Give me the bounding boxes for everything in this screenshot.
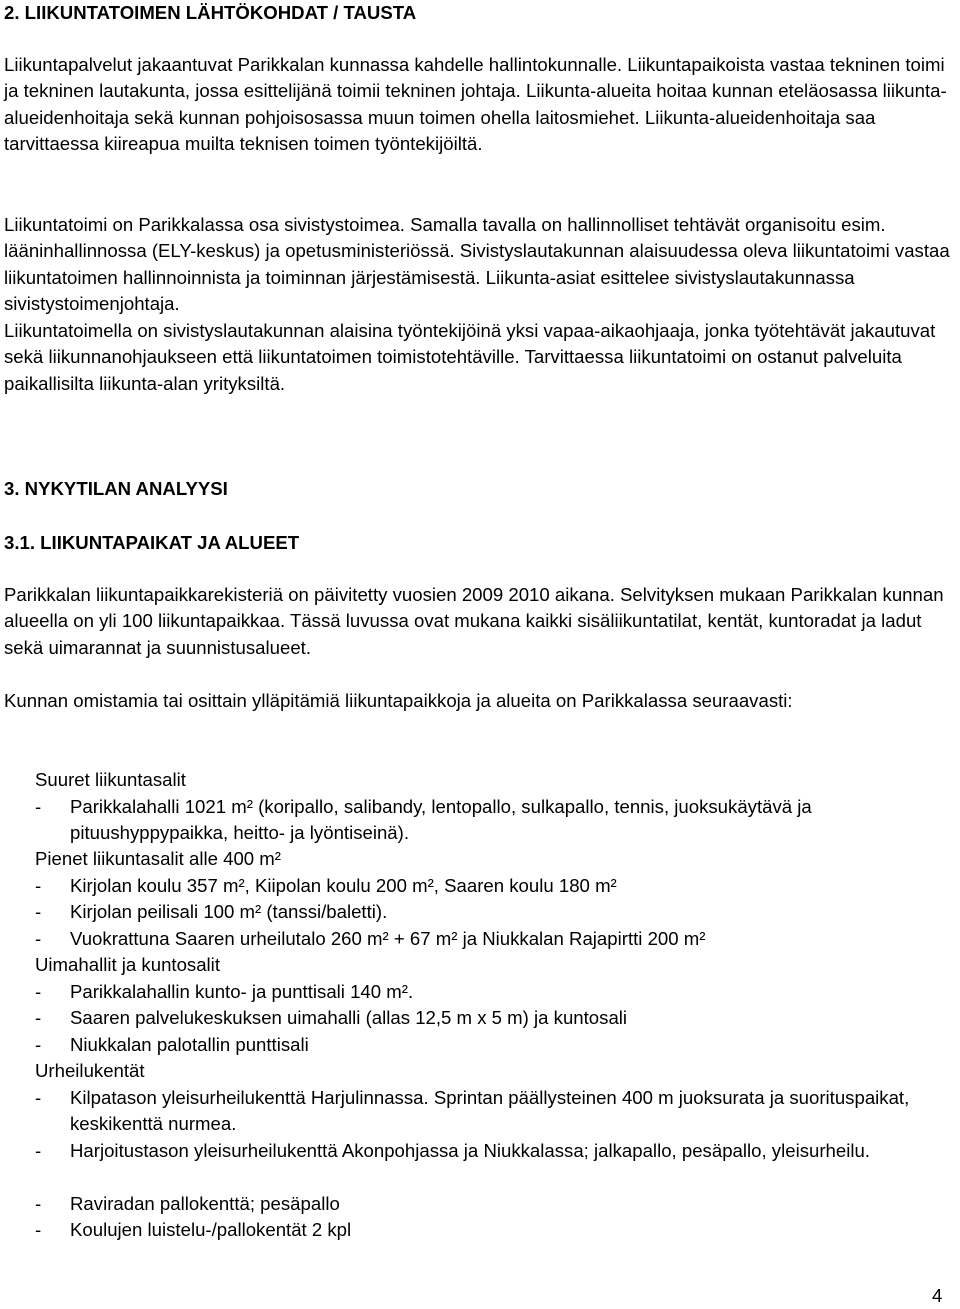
list-item-text: Kilpatason yleisurheilukenttä Harjulinnassa. Sprintan päällysteinen 400 m juoksurata ja suorituspaikat, keskikenttä nurmea. <box>70 1087 910 1135</box>
list-item-text: Parikkalahallin kunto- ja punttisali 140 m². <box>70 981 414 1002</box>
group-title-sports-fields: Urheilukentät <box>35 1060 145 1081</box>
list-dash: - <box>35 796 42 817</box>
list-dash: - <box>35 981 42 1002</box>
group-title-small-halls: Pienet liikuntasalit alle 400 m² <box>35 848 281 869</box>
list-item-text: Harjoitustason yleisurheilukenttä Akonpohjassa ja Niukkalassa; jalkapallo, pesäpallo, yleisurheilu. <box>70 1140 870 1161</box>
list-item-text: Koulujen luistelu-/pallokentät 2 kpl <box>70 1219 352 1240</box>
section-3-heading: 3. NYKYTILAN ANALYYSI <box>4 478 228 499</box>
paragraph-facilities-intro: Kunnan omistamia tai osittain ylläpitämiä liikuntapaikkoja ja alueita on Parikkalassa seuraavasti: <box>4 690 793 711</box>
list-item-text: Vuokrattuna Saaren urheilutalo 260 m² + 67 m² ja Niukkalan Rajapirtti 200 m² <box>70 928 706 949</box>
list-dash: - <box>35 928 42 949</box>
section-3-1-heading: 3.1. LIIKUNTAPAIKAT JA ALUEET <box>4 532 300 553</box>
list-dash: - <box>35 901 42 922</box>
paragraph-organization: Liikuntapalvelut jakaantuvat Parikkalan kunnassa kahdelle hallintokunnalle. Liikuntapaikoista vastaa tekninen toimi ja tekninen lautakunta, jossa esittelijänä toimii tekninen johtaja. Liikunta-alueita hoitaa kunnan eteläosassa liikunta-alueidenhoitaja sekä kunnan pohjoisosassa muun toimen ohella laitosmiehet. Liikunta-alueidenhoitaja saa tarvittaessa kiireapua muilta teknisen toimen työntekijöiltä. <box>4 54 947 155</box>
paragraph-staff: Liikuntatoimella on sivistyslautakunnan alaisina työntekijöinä yksi vapaa-aikaohjaaja, jonka työtehtävät jakautuvat sekä liikunnanohjaukseen että liikuntatoimen toimistotehtäville. Tarvittaessa liikuntatoimi on ostanut palveluita paikallisilta liikunta-alan yrityksiltä. <box>4 320 936 394</box>
list-item-text: Kirjolan peilisali 100 m² (tanssi/baletti). <box>70 901 388 922</box>
paragraph-sivistystoimi: Liikuntatoimi on Parikkalassa osa sivistystoimea. Samalla tavalla on hallinnolliset tehtävät organisoitu esim. lääninhallinnossa (ELY-keskus) ja opetusministeriössä. Sivistyslautakunnan alaisuudessa oleva liikuntatoimi vastaa liikuntatoimen hallinnoinnista ja toiminnan järjestämisestä. Liikunta-asiat esittelee sivistyslautakunnassa sivistystoimenjohtaja. <box>4 214 950 315</box>
list-dash: - <box>35 1034 42 1055</box>
group-title-pools-gyms: Uimahallit ja kuntosalit <box>35 954 220 975</box>
list-dash: - <box>35 1193 42 1214</box>
list-item-text: Parikkalahalli 1021 m² (koripallo, salibandy, lentopallo, sulkapallo, tennis, juoksukäytävä ja pituushyppypaikka, heitto- ja lyöntiseinä). <box>70 796 812 844</box>
list-item-text: Raviradan pallokenttä; pesäpallo <box>70 1193 340 1214</box>
list-item-text: Niukkalan palotallin punttisali <box>70 1034 309 1055</box>
list-dash: - <box>35 875 42 896</box>
page-number: 4 <box>932 1285 943 1306</box>
group-title-large-halls: Suuret liikuntasalit <box>35 769 186 790</box>
list-dash: - <box>35 1007 42 1028</box>
list-dash: - <box>35 1087 42 1108</box>
list-item-text: Saaren palvelukeskuksen uimahalli (allas 12,5 m x 5 m) ja kuntosali <box>70 1007 628 1028</box>
list-dash: - <box>35 1140 42 1161</box>
list-dash: - <box>35 1219 42 1240</box>
section-2-heading: 2. LIIKUNTATOIMEN LÄHTÖKOHDAT / TAUSTA <box>4 2 417 23</box>
list-item-text: Kirjolan koulu 357 m², Kiipolan koulu 200 m², Saaren koulu 180 m² <box>70 875 617 896</box>
paragraph-registry: Parikkalan liikuntapaikkarekisteriä on päivitetty vuosien 2009 2010 aikana. Selvityksen mukaan Parikkalan kunnan alueella on yli 100 liikuntapaikkaa. Tässä luvussa ovat mukana kaikki sisäliikuntatilat, kentät, kuntoradat ja ladut sekä uimarannat ja suunnistusalueet. <box>4 584 944 658</box>
